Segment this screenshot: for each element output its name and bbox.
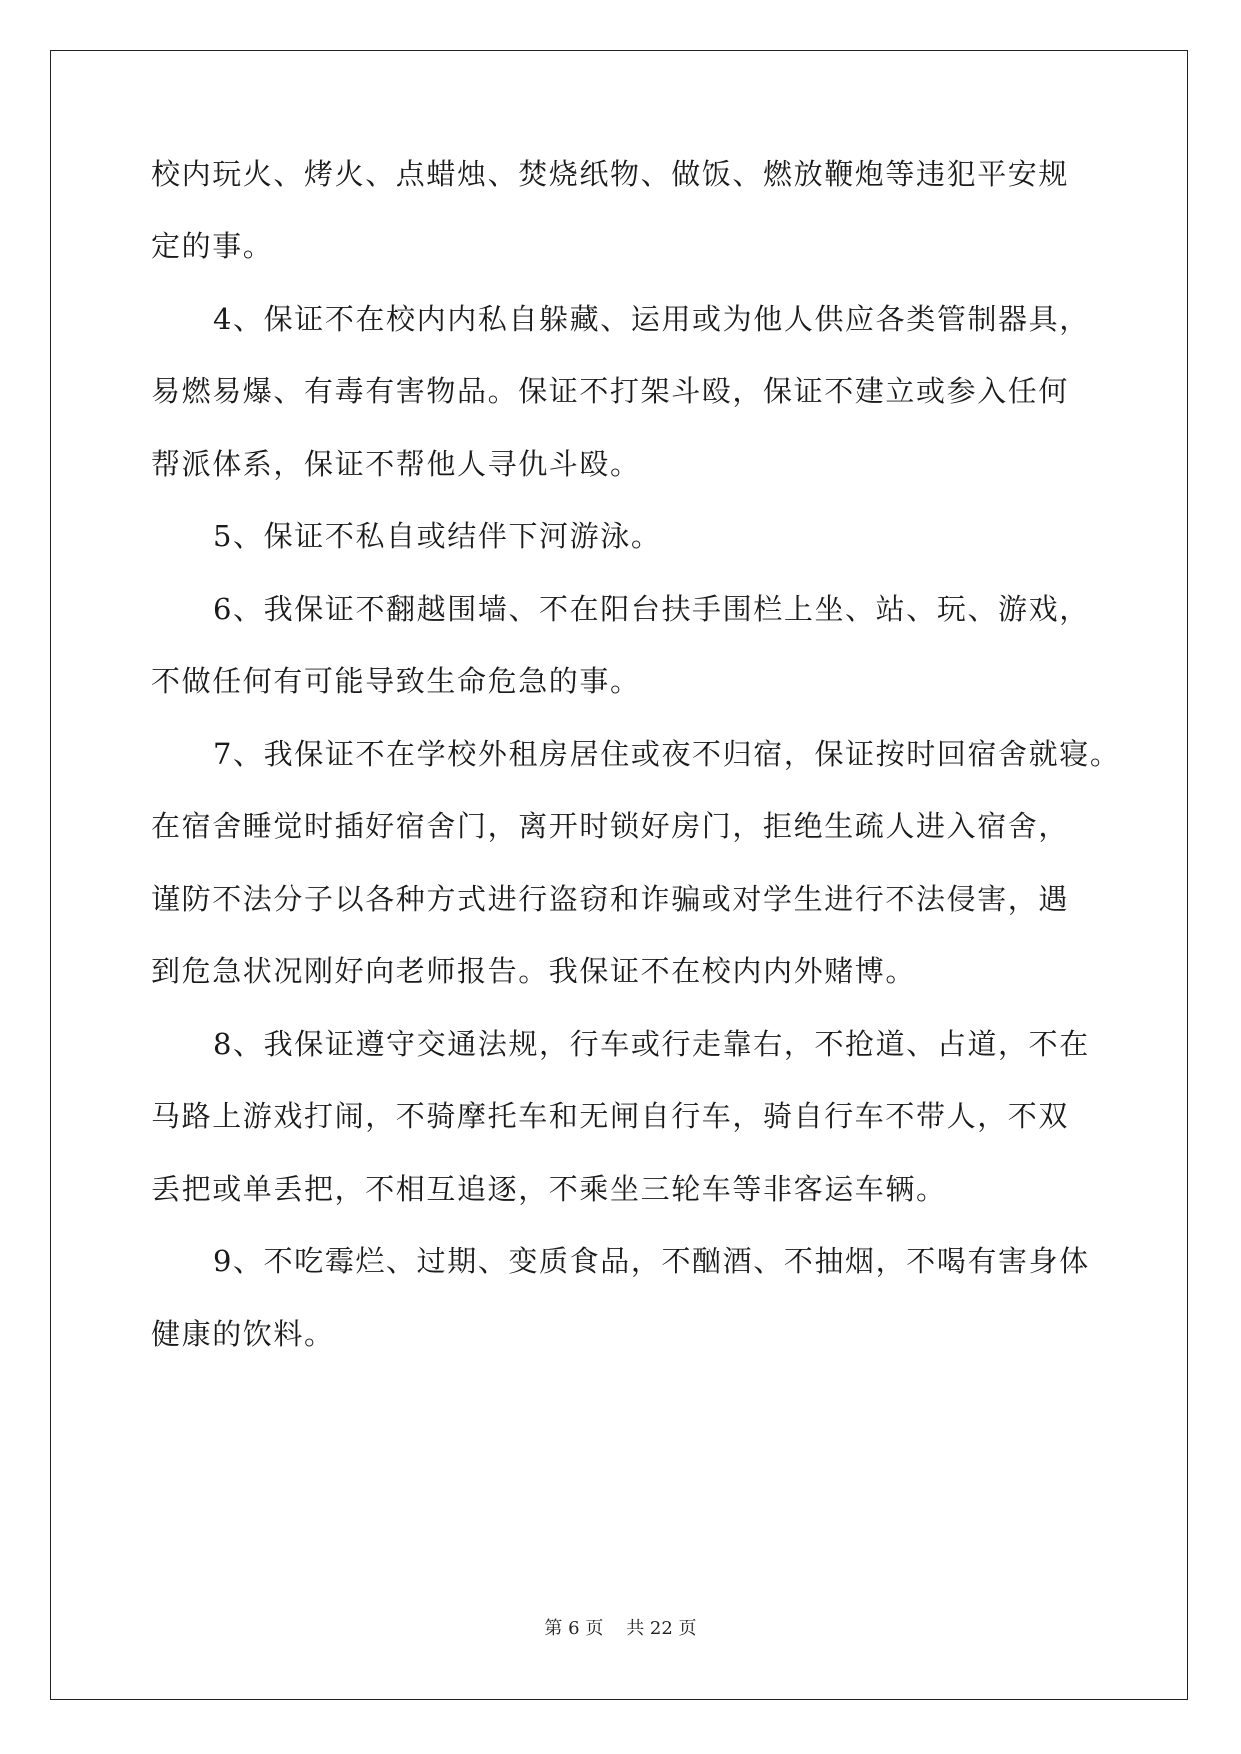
text-line: 健康的饮料。 [151,1317,335,1351]
paragraph-item-4: 4、保证不在校内内私自躲藏、运用或为他人供应各类管制器具， [213,302,1090,336]
text-line: 不做任何有可能导致生命危急的事。 [151,664,641,698]
text-line: 定的事。 [151,229,274,263]
paragraph-item-8: 8、我保证遵守交通法规，行车或行走靠右，不抢道、占道，不在 [213,1027,1090,1061]
page-border [50,50,1188,1700]
paragraph-item-9: 9、不吃霉烂、过期、变质食品，不酗酒、不抽烟，不喝有害身体 [213,1244,1090,1278]
paragraph-item-6: 6、我保证不翻越围墙、不在阳台扶手围栏上坐、站、玩、游戏， [213,592,1090,626]
text-line: 帮派体系，保证不帮他人寻仇斗殴。 [151,447,641,481]
text-line: 马路上游戏打闹，不骑摩托车和无闸自行车，骑自行车不带人，不双 [151,1099,1070,1133]
text-line: 到危急状况刚好向老师报告。我保证不在校内内外赌博。 [151,954,917,988]
text-line: 丢把或单丢把，不相互追逐，不乘坐三轮车等非客运车辆。 [151,1172,947,1206]
paragraph-item-5: 5、保证不私自或结伴下河游泳。 [213,519,662,553]
text-line: 校内玩火、烤火、点蜡烛、焚烧纸物、做饭、燃放鞭炮等违犯平安规 [151,157,1070,191]
text-line: 在宿舍睡觉时插好宿舍门，离开时锁好房门，拒绝生疏人进入宿舍， [151,809,1070,843]
text-line: 谨防不法分子以各种方式进行盗窃和诈骗或对学生进行不法侵害，遇 [151,882,1070,916]
page-number-footer: 第 6 页 共 22 页 [544,1618,697,1639]
paragraph-item-7: 7、我保证不在学校外租房居住或夜不归宿，保证按时回宿舍就寝。 [213,737,1121,771]
text-line: 易燃易爆、有毒有害物品。保证不打架斗殴，保证不建立或参入任何 [151,374,1070,408]
